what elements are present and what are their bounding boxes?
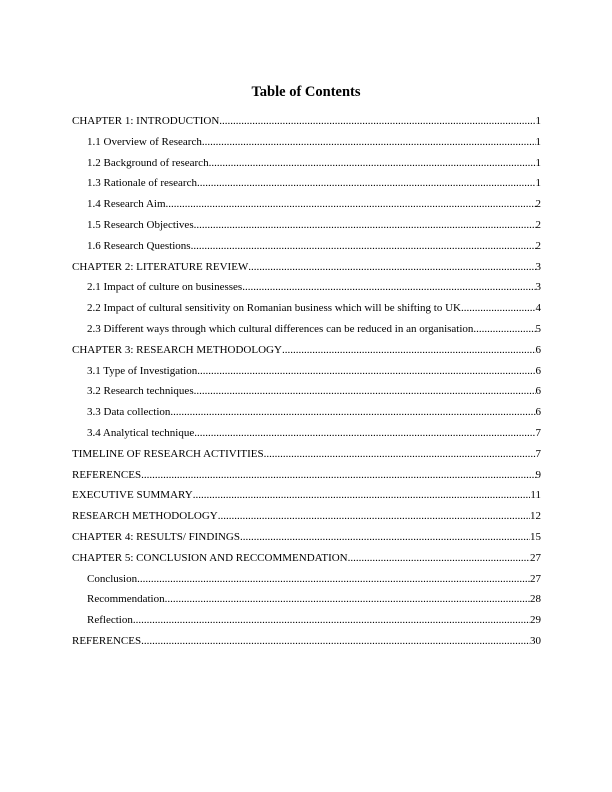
toc-entry[interactable] (72, 277, 541, 298)
toc-entry-label: RESEARCH METHODOLOGY (72, 510, 218, 523)
toc-entry[interactable] (72, 153, 541, 174)
toc-entry[interactable] (72, 527, 541, 548)
toc-entry[interactable] (72, 402, 541, 423)
toc-dot-leader (141, 465, 535, 486)
toc-entry-label: 2.1 Impact of culture on businesses (87, 281, 243, 294)
toc-dot-leader (240, 527, 530, 548)
toc-entry-label: Recommendation (87, 593, 165, 606)
toc-entry[interactable] (72, 215, 541, 236)
toc-entry-label: CHAPTER 1: INTRODUCTION (72, 115, 220, 127)
toc-entry[interactable] (72, 173, 541, 194)
toc-entry[interactable] (72, 569, 541, 590)
toc-list (72, 111, 541, 652)
toc-entry-label: 3.1 Type of Investigation (87, 364, 198, 377)
toc-dot-leader (165, 589, 530, 610)
toc-entry-page-number: 6 (535, 406, 541, 419)
toc-entry-page-number: 29 (530, 614, 541, 627)
toc-dot-leader (170, 402, 535, 423)
toc-entry[interactable] (72, 589, 541, 610)
toc-entry-page-number: 1 (535, 115, 541, 127)
toc-entry[interactable] (72, 381, 541, 402)
toc-entry-label: 1.5 Research Objectives (87, 218, 194, 231)
toc-entry-label: CHAPTER 3: RESEARCH METHODOLOGY (72, 343, 282, 356)
toc-dot-leader (209, 153, 536, 174)
toc-entry-label: 3.4 Analytical technique (87, 426, 195, 439)
toc-entry-page-number: 27 (530, 551, 541, 564)
toc-entry-label: 1.6 Research Questions (87, 239, 191, 252)
toc-entry[interactable] (72, 132, 541, 153)
toc-entry-label: 1.4 Research Aim (87, 198, 166, 211)
toc-entry-page-number: 7 (535, 426, 541, 439)
toc-entry-page-number: 2 (535, 198, 541, 211)
toc-dot-leader (348, 548, 530, 569)
toc-entry-page-number: 1 (535, 156, 541, 169)
toc-dot-leader (473, 319, 535, 340)
toc-entry-label: REFERENCES (72, 468, 142, 481)
toc-entry[interactable] (72, 361, 541, 382)
toc-dot-leader (219, 111, 535, 132)
toc-dot-leader (202, 132, 536, 153)
toc-entry[interactable] (72, 298, 541, 319)
toc-entry-page-number: 1 (535, 177, 541, 190)
toc-entry-page-number: 2 (535, 218, 541, 231)
toc-entry[interactable] (72, 257, 541, 278)
toc-dot-leader (133, 610, 530, 631)
toc-entry-page-number: 4 (535, 302, 541, 315)
toc-title: Table of Contents (251, 84, 361, 100)
toc-entry-page-number: 15 (530, 530, 541, 543)
toc-entry-label: 2.2 Impact of cultural sensitivity on Romanian business which will be shifting to UK (87, 302, 461, 315)
toc-entry[interactable] (72, 506, 541, 527)
toc-entry-page-number: 6 (535, 343, 541, 356)
toc-entry-page-number: 28 (530, 593, 541, 606)
toc-entry[interactable] (72, 194, 541, 215)
toc-entry-page-number: 27 (530, 572, 541, 585)
toc-entry[interactable] (72, 548, 541, 569)
toc-entry[interactable] (72, 465, 541, 486)
toc-dot-leader (242, 277, 535, 298)
toc-entry-label: 1.2 Background of research (87, 156, 209, 169)
toc-entry-page-number: 7 (535, 447, 541, 460)
toc-entry[interactable] (72, 236, 541, 257)
toc-entry-label: 3.3 Data collection (87, 406, 171, 419)
toc-entry-page-number: 1 (535, 135, 541, 148)
toc-entry-label: REFERENCES (72, 634, 142, 647)
toc-dot-leader (194, 423, 535, 444)
toc-entry-page-number: 3 (535, 260, 541, 273)
toc-dot-leader (282, 340, 536, 361)
toc-dot-leader (264, 444, 536, 465)
toc-entry[interactable] (72, 444, 541, 465)
toc-entry[interactable] (72, 340, 541, 361)
toc-dot-leader (197, 173, 536, 194)
toc-dot-leader (137, 569, 530, 590)
toc-dot-leader (461, 298, 536, 319)
toc-dot-leader (248, 257, 535, 278)
toc-entry[interactable] (72, 485, 541, 506)
toc-entry-label: 1.1 Overview of Research (87, 135, 202, 148)
toc-dot-leader (197, 361, 535, 382)
toc-entry-label: CHAPTER 2: LITERATURE REVIEW (72, 260, 249, 273)
toc-entry-page-number: 3 (535, 281, 541, 294)
toc-dot-leader (218, 506, 530, 527)
toc-entry-label: CHAPTER 4: RESULTS/ FINDINGS (72, 530, 240, 543)
toc-entry[interactable] (72, 111, 541, 132)
toc-entry[interactable] (72, 631, 541, 652)
toc-entry-page-number: 9 (535, 468, 541, 481)
toc-entry-label: TIMELINE OF RESEARCH ACTIVITIES (72, 447, 264, 460)
toc-entry[interactable] (72, 423, 541, 444)
toc-entry-label: EXECUTIVE SUMMARY (72, 489, 193, 502)
toc-dot-leader (194, 381, 536, 402)
toc-entry-label: Reflection (87, 614, 133, 627)
toc-entry-label: Conclusion (87, 572, 138, 585)
toc-entry[interactable] (72, 319, 541, 340)
toc-entry-page-number: 12 (530, 510, 541, 523)
toc-entry-label: 3.2 Research techniques (87, 385, 194, 398)
toc-entry-label: CHAPTER 5: CONCLUSION AND RECCOMMENDATION (72, 551, 348, 564)
toc-dot-leader (194, 215, 536, 236)
toc-entry[interactable] (72, 610, 541, 631)
toc-entry-page-number: 6 (535, 364, 541, 377)
toc-entry-label: 1.3 Rationale of research (87, 177, 197, 190)
toc-entry-label: 2.3 Different ways through which cultural differences can be reduced in an organisation (87, 322, 474, 335)
toc-entry-page-number: 30 (530, 634, 541, 647)
toc-dot-leader (193, 485, 531, 506)
toc-dot-leader (191, 236, 536, 257)
toc-entry-page-number: 6 (535, 385, 541, 398)
toc-dot-leader (166, 194, 536, 215)
toc-entry-page-number: 5 (535, 322, 541, 335)
toc-dot-leader (141, 631, 530, 652)
toc-entry-page-number: 11 (530, 489, 541, 502)
toc-entry-page-number: 2 (535, 239, 541, 252)
